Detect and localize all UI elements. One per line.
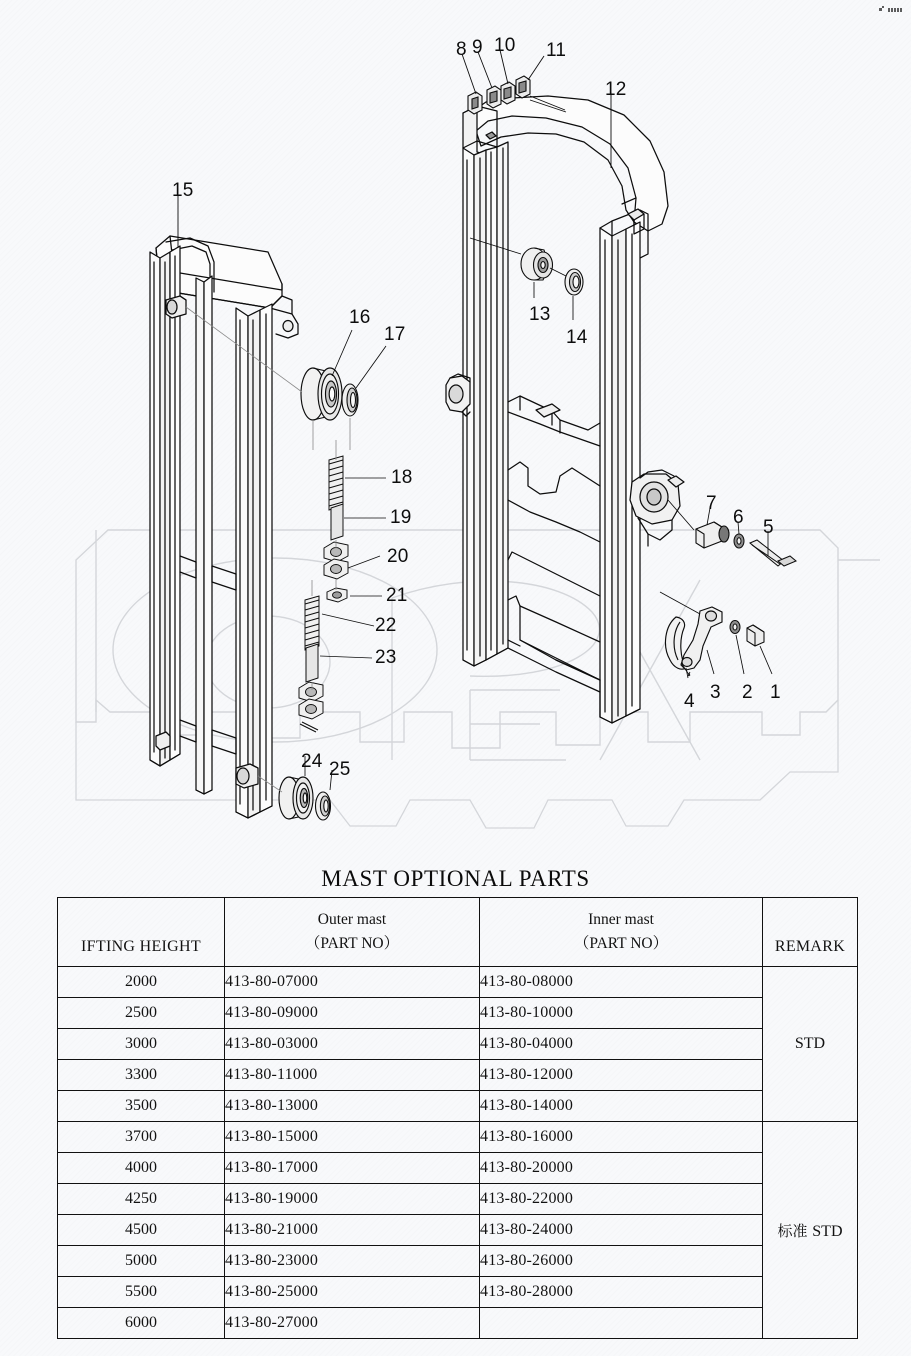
- header-inner-mast-line1: Inner mast: [588, 910, 654, 928]
- callout-12: 12: [605, 79, 627, 100]
- callout-21: 21: [386, 585, 408, 606]
- seal-25: [316, 792, 331, 820]
- cell-lifting-height: 4250: [58, 1184, 225, 1215]
- bolt-part-23: [306, 644, 318, 682]
- watermark-tail: [76, 700, 838, 828]
- header-outer-mast-line2: （PART NO）: [304, 935, 400, 952]
- table-row: [58, 1246, 858, 1277]
- bearing-13: [521, 248, 553, 280]
- remark-chinese-label: 标准: [777, 1221, 813, 1240]
- callout-5: 5: [763, 517, 774, 538]
- callout-8: 8: [456, 39, 467, 60]
- cell-lifting-height: 2000: [58, 967, 225, 998]
- cell-outer-mast-part-no: 413-80-19000: [225, 1184, 480, 1215]
- callout-3: 3: [710, 682, 721, 703]
- washer-part-6: [734, 534, 744, 548]
- callout-10: 10: [494, 35, 516, 56]
- callout-18: 18: [391, 467, 413, 488]
- table-row: [58, 1277, 858, 1308]
- cell-remark: [763, 1122, 858, 1339]
- cell-inner-mast-part-no: 413-80-14000: [480, 1091, 763, 1122]
- callout-2: 2: [742, 682, 753, 703]
- header-inner-mast-line2: （PART NO）: [573, 935, 669, 952]
- cell-lifting-height: 6000: [58, 1308, 225, 1339]
- table-header-row: [58, 898, 858, 967]
- seal-17: [342, 384, 358, 416]
- header-remark: REMARK: [763, 898, 858, 967]
- cell-inner-mast-part-no: 413-80-22000: [480, 1184, 763, 1215]
- callout-16: 16: [349, 307, 371, 328]
- cell-inner-mast-part-no: [480, 1308, 763, 1339]
- spring-part-18: [329, 456, 343, 510]
- washer-part-21: [327, 588, 347, 602]
- cell-outer-mast-part-no: 413-80-15000: [225, 1122, 480, 1153]
- cell-lifting-height: 3500: [58, 1091, 225, 1122]
- washer-part-2: [730, 621, 740, 634]
- cell-outer-mast-part-no: 413-80-17000: [225, 1153, 480, 1184]
- table-row: [58, 1184, 858, 1215]
- spring-part-22: [305, 596, 319, 650]
- callout-6: 6: [733, 507, 744, 528]
- header-inner-mast: [480, 898, 763, 967]
- header-lifting-height: IFTING HEIGHT: [58, 898, 225, 967]
- callout-13: 13: [529, 304, 551, 325]
- cell-outer-mast-part-no: 413-80-07000: [225, 967, 480, 998]
- callout-22: 22: [375, 615, 397, 636]
- remark-std-label: STD: [812, 1222, 843, 1240]
- cell-outer-mast-part-no: 413-80-27000: [225, 1308, 480, 1339]
- clamp-arm-part-3: [681, 607, 722, 670]
- table-row: [58, 1060, 858, 1091]
- table-row: [58, 998, 858, 1029]
- cell-remark: [763, 967, 858, 1122]
- table-body: [58, 967, 858, 1339]
- callout-1: 1: [770, 682, 781, 703]
- roller-16: [301, 368, 342, 420]
- cell-lifting-height: 4000: [58, 1153, 225, 1184]
- table-row: [58, 1029, 858, 1060]
- mast-optional-parts-table: [57, 897, 857, 1339]
- header-outer-mast-line1: Outer mast: [317, 910, 387, 928]
- callout-19: 19: [390, 507, 412, 528]
- cell-inner-mast-part-no: 413-80-10000: [480, 998, 763, 1029]
- cell-outer-mast-part-no: 413-80-13000: [225, 1091, 480, 1122]
- outer-mast-assembly: [150, 236, 298, 818]
- table-row: [58, 967, 858, 998]
- cell-lifting-height: 3700: [58, 1122, 225, 1153]
- seal-14: [565, 269, 583, 295]
- corner-artifact-icon: [879, 6, 905, 14]
- cell-outer-mast-part-no: 413-80-25000: [225, 1277, 480, 1308]
- bolt-part-19: [331, 504, 343, 540]
- cell-outer-mast-part-no: 413-80-23000: [225, 1246, 480, 1277]
- cell-lifting-height: 5000: [58, 1246, 225, 1277]
- cell-inner-mast-part-no: 413-80-28000: [480, 1277, 763, 1308]
- callout-25: 25: [329, 759, 351, 780]
- table-header: [58, 898, 858, 967]
- callout-15: 15: [172, 180, 194, 201]
- cell-lifting-height: 4500: [58, 1215, 225, 1246]
- bolt-part-1: [747, 625, 764, 646]
- cell-inner-mast-part-no: 413-80-16000: [480, 1122, 763, 1153]
- remark-std-label: STD: [794, 1035, 826, 1052]
- callout-11: 11: [546, 40, 567, 61]
- callout-17: 17: [384, 324, 406, 345]
- inner-mast-assembly: [446, 96, 684, 723]
- callout-14: 14: [566, 327, 588, 348]
- table-row: [58, 1091, 858, 1122]
- cell-lifting-height: 5500: [58, 1277, 225, 1308]
- cell-inner-mast-part-no: 413-80-20000: [480, 1153, 763, 1184]
- cell-lifting-height: 3300: [58, 1060, 225, 1091]
- cell-outer-mast-part-no: 413-80-09000: [225, 998, 480, 1029]
- bearing-24: [279, 777, 313, 819]
- callout-9: 9: [472, 37, 483, 58]
- cell-outer-mast-part-no: 413-80-11000: [225, 1060, 480, 1091]
- header-outer-mast: [225, 898, 480, 967]
- cell-inner-mast-part-no: 413-80-04000: [480, 1029, 763, 1060]
- cell-inner-mast-part-no: 413-80-08000: [480, 967, 763, 998]
- cell-lifting-height: 2500: [58, 998, 225, 1029]
- nut-part-20: [324, 559, 348, 579]
- callout-24: 24: [301, 751, 323, 772]
- cell-inner-mast-part-no: 413-80-12000: [480, 1060, 763, 1091]
- cell-inner-mast-part-no: 413-80-26000: [480, 1246, 763, 1277]
- table-row: [58, 1153, 858, 1184]
- page-title: MAST OPTIONAL PARTS: [321, 866, 590, 891]
- cell-outer-mast-part-no: 413-80-21000: [225, 1215, 480, 1246]
- cell-outer-mast-part-no: 413-80-03000: [225, 1029, 480, 1060]
- callout-20: 20: [387, 546, 409, 567]
- roller-pin-lower: [236, 764, 258, 788]
- table-row: [58, 1308, 858, 1339]
- callout-7: 7: [706, 493, 717, 514]
- bolt-part-5: [750, 540, 796, 566]
- table-row: [58, 1122, 858, 1153]
- callout-23: 23: [375, 647, 397, 668]
- callout-4: 4: [684, 691, 695, 712]
- pin-part-7: [696, 522, 729, 548]
- table-row: [58, 1215, 858, 1246]
- cell-inner-mast-part-no: 413-80-24000: [480, 1215, 763, 1246]
- cell-lifting-height: 3000: [58, 1029, 225, 1060]
- fastener-stack-lower: [299, 596, 323, 732]
- roller-pin-upper: [166, 296, 186, 318]
- nut-lower-b: [299, 699, 323, 719]
